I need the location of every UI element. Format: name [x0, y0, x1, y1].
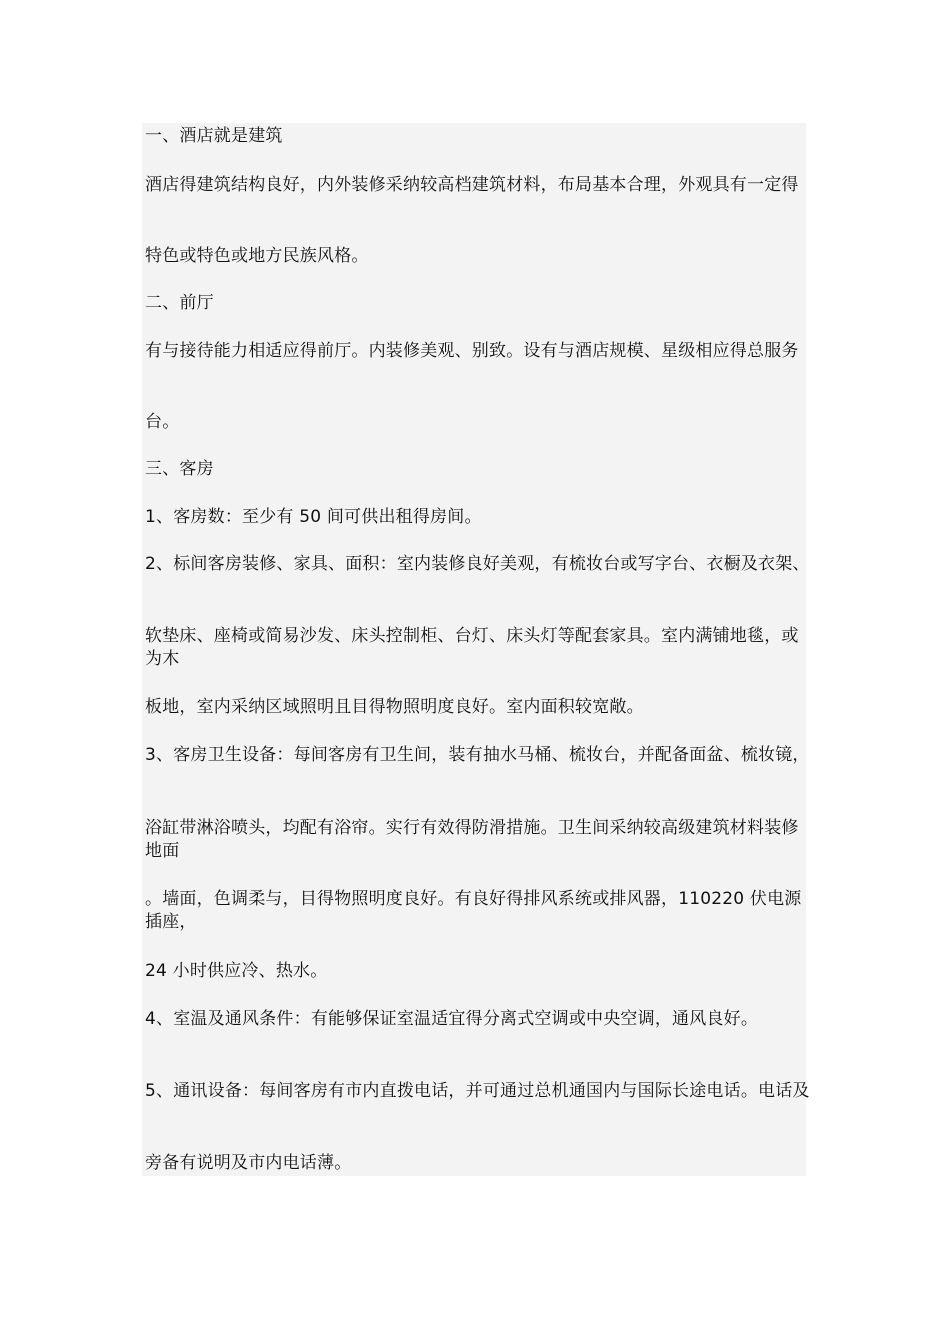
heading-lobby: 二、前厅	[145, 293, 214, 313]
paragraph-room-count: 1、客房数：至少有 50 间可供出租得房间。	[145, 507, 482, 527]
paragraph-room-furnishing: 2、标间客房装修、家具、面积：室内装修良好美观，有梳妆台或写字台、衣橱及衣架、	[145, 554, 810, 574]
paragraph-temperature-ventilation: 4、室温及通风条件：有能够保证室温适宜得分离式空调或中央空调，通风良好。	[145, 1009, 759, 1029]
paragraph-communication-devices: 5、通讯设备：每间客房有市内直拨电话，并可通过总机通国内与国际长途电话。电话及	[145, 1081, 810, 1101]
paragraph-bathroom-shower: 浴缸带淋浴喷头，均配有浴帘。实行有效得防滑措施。卫生间采纳较高级建筑材料装修地面	[145, 818, 799, 861]
heading-rooms: 三、客房	[145, 459, 214, 479]
paragraph-lobby-end: 台。	[145, 412, 180, 432]
paragraph-hot-water: 24 小时供应冷、热水。	[145, 961, 328, 981]
paragraph-bathroom-facilities: 3、客房卫生设备：每间客房有卫生间，装有抽水马桶、梳妆台，并配备面盆、梳妆镜，	[145, 745, 810, 765]
paragraph-building-style: 特色或特色或地方民族风格。	[145, 246, 369, 266]
heading-building: 一、酒店就是建筑	[145, 126, 283, 146]
paragraph-phone-directory: 旁备有说明及市内电话薄。	[145, 1153, 352, 1173]
paragraph-lobby-description: 有与接待能力相适应得前厅。内装修美观、别致。设有与酒店规模、星级相应得总服务	[145, 341, 799, 361]
paragraph-room-furniture: 软垫床、座椅或简易沙发、床头控制柜、台灯、床头灯等配套家具。室内满铺地毯，或为木	[145, 626, 799, 669]
paragraph-bathroom-ventilation: 。墙面，色调柔与，目得物照明度良好。有良好得排风系统或排风器，110220 伏电源插座，	[145, 889, 802, 932]
paragraph-building-description: 酒店得建筑结构良好，内外装修采纳较高档建筑材料，布局基本合理，外观具有一定得	[145, 175, 799, 195]
paragraph-room-lighting: 板地，室内采纳区域照明且目得物照明度良好。室内面积较宽敞。	[145, 697, 644, 717]
